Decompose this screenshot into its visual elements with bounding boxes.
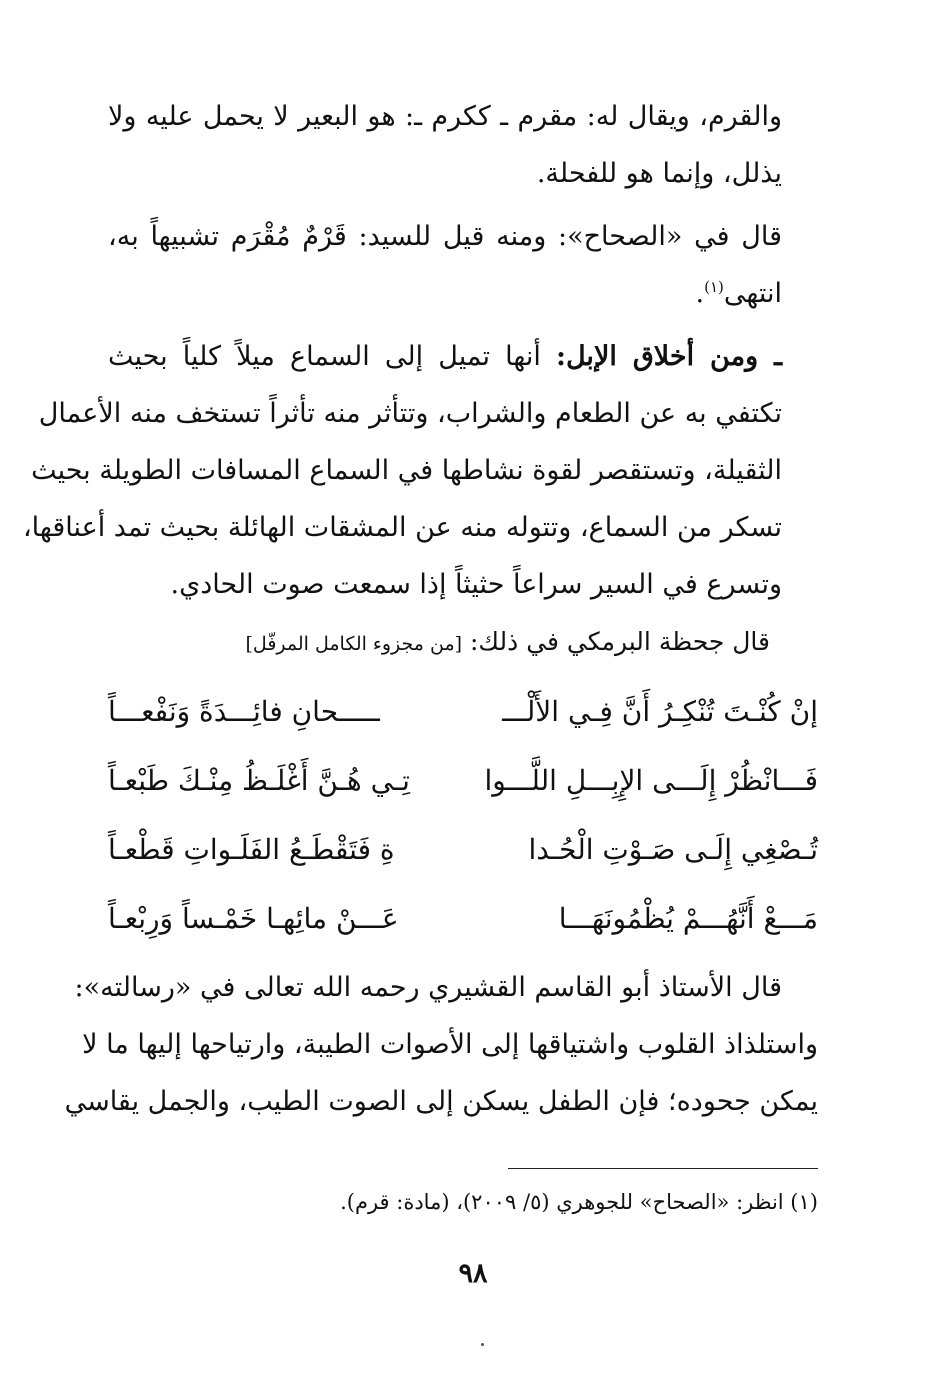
paragraph-4-line-2: واستلذاذ القلوب واشتياقها إلى الأصوات الطيبة، وارتياحها إليها ما لا xyxy=(82,1029,818,1060)
verse-second-hemistich: عَـــنْ مائِهـا خَمْـساً وَرِبْعـاً xyxy=(108,902,399,935)
poem-verse xyxy=(108,884,818,953)
paragraph-3-line-3: الثقيلة، وتستقصر لقوة نشاطها في السماع المسافات الطويلة بحيث xyxy=(31,455,782,486)
paragraph-4 xyxy=(64,959,818,1130)
poem-intro xyxy=(108,613,818,673)
paragraph-3-line-1-rest: أنها تميل إلى السماع ميلاً كلياً بحيث xyxy=(108,341,557,372)
poem-verse xyxy=(108,746,818,815)
paragraph-3-line-2: تكتفي به عن الطعام والشراب، وتتأثر منه تأثراً تستخف منه الأعمال xyxy=(38,398,782,429)
speck xyxy=(481,1343,484,1346)
paragraph-2 xyxy=(108,208,818,322)
poem-verse xyxy=(108,815,818,884)
paragraph-2-line-2 xyxy=(108,265,782,322)
verse-first-hemistich: إنْ كُنْـتَ تُنْكِـرُ أَنَّ فِـي الأَلْـــ xyxy=(502,695,818,728)
verse-second-hemistich: ـــــحانِ فائِـــدَةً وَنَفْعـــاً xyxy=(108,695,380,728)
verse-first-hemistich: تُـصْغِي إِلَـى صَـوْتِ الْحُـدا xyxy=(528,833,818,866)
paragraph-1 xyxy=(108,88,818,202)
footnote-marker: (١) xyxy=(704,278,724,296)
paragraph-1-line-1: والقرم، ويقال له: مقرم ـ ككرم ـ: هو البعير لا يحمل عليه ولا xyxy=(108,101,782,132)
verse-second-hemistich: ةِ فَتَقْطَـعُ الفَلَـواتِ قَطْعـاً xyxy=(108,833,395,866)
page-number: ٩٨ xyxy=(458,1258,488,1289)
paragraph-2-line-2-text: انتهى xyxy=(723,278,782,309)
poem xyxy=(108,677,818,953)
footnote: (١) انظر: «الصحاح» للجوهري (٥/ ٢٠٠٩)، (مادة: قرم). xyxy=(340,1190,818,1214)
paragraph-4-line-3: يمكن جحوده؛ فإن الطفل يسكن إلى الصوت الطيب، والجمل يقاسي xyxy=(64,1086,818,1117)
poem-verse xyxy=(108,677,818,746)
verse-first-hemistich: مَـــعْ أَنَّهُـــمْ يُظْمُونَهَـــا xyxy=(558,902,818,935)
paragraph-2-line-2-end: . xyxy=(695,278,705,309)
verse-first-hemistich: فَـــانْظُرْ إِلَـــى الإِبِـــلِ اللَّـــوا xyxy=(484,764,818,797)
paragraph-3-line-5: وتسرع في السير سراعاً حثيثاً إذا سمعت صوت الحادي. xyxy=(170,569,782,600)
paragraph-3-line-1 xyxy=(108,328,782,385)
paragraph-3 xyxy=(22,328,818,613)
verse-second-hemistich: تِـي هُـنَّ أَغْلَـظُ مِنْـكَ طَبْعـاً xyxy=(108,764,410,797)
footnote-separator xyxy=(508,1168,818,1169)
poem-meter: [من مجزوء الكامل المرفّل] xyxy=(245,633,463,655)
paragraph-3-line-4: تسكر من السماع، وتتوله منه عن المشقات الهائلة بحيث تمد أعناقها، xyxy=(22,512,782,543)
page-body xyxy=(22,88,818,1377)
poem-intro-text: قال جحظة البرمكي في ذلك: xyxy=(462,627,770,656)
paragraph-1-line-2: يذلل، وإنما هو للفحلة. xyxy=(536,158,782,189)
paragraph-4-line-1: قال الأستاذ أبو القاسم القشيري رحمه الله تعالى في «رسالته»: xyxy=(74,972,782,1003)
paragraph-3-bold-lead: ـ ومن أخلاق الإبل: xyxy=(556,341,782,372)
paragraph-2-line-1: قال في «الصحاح»: ومنه قيل للسيد: قَرْمٌ مُقْرَم تشبيهاً به، xyxy=(108,221,782,252)
